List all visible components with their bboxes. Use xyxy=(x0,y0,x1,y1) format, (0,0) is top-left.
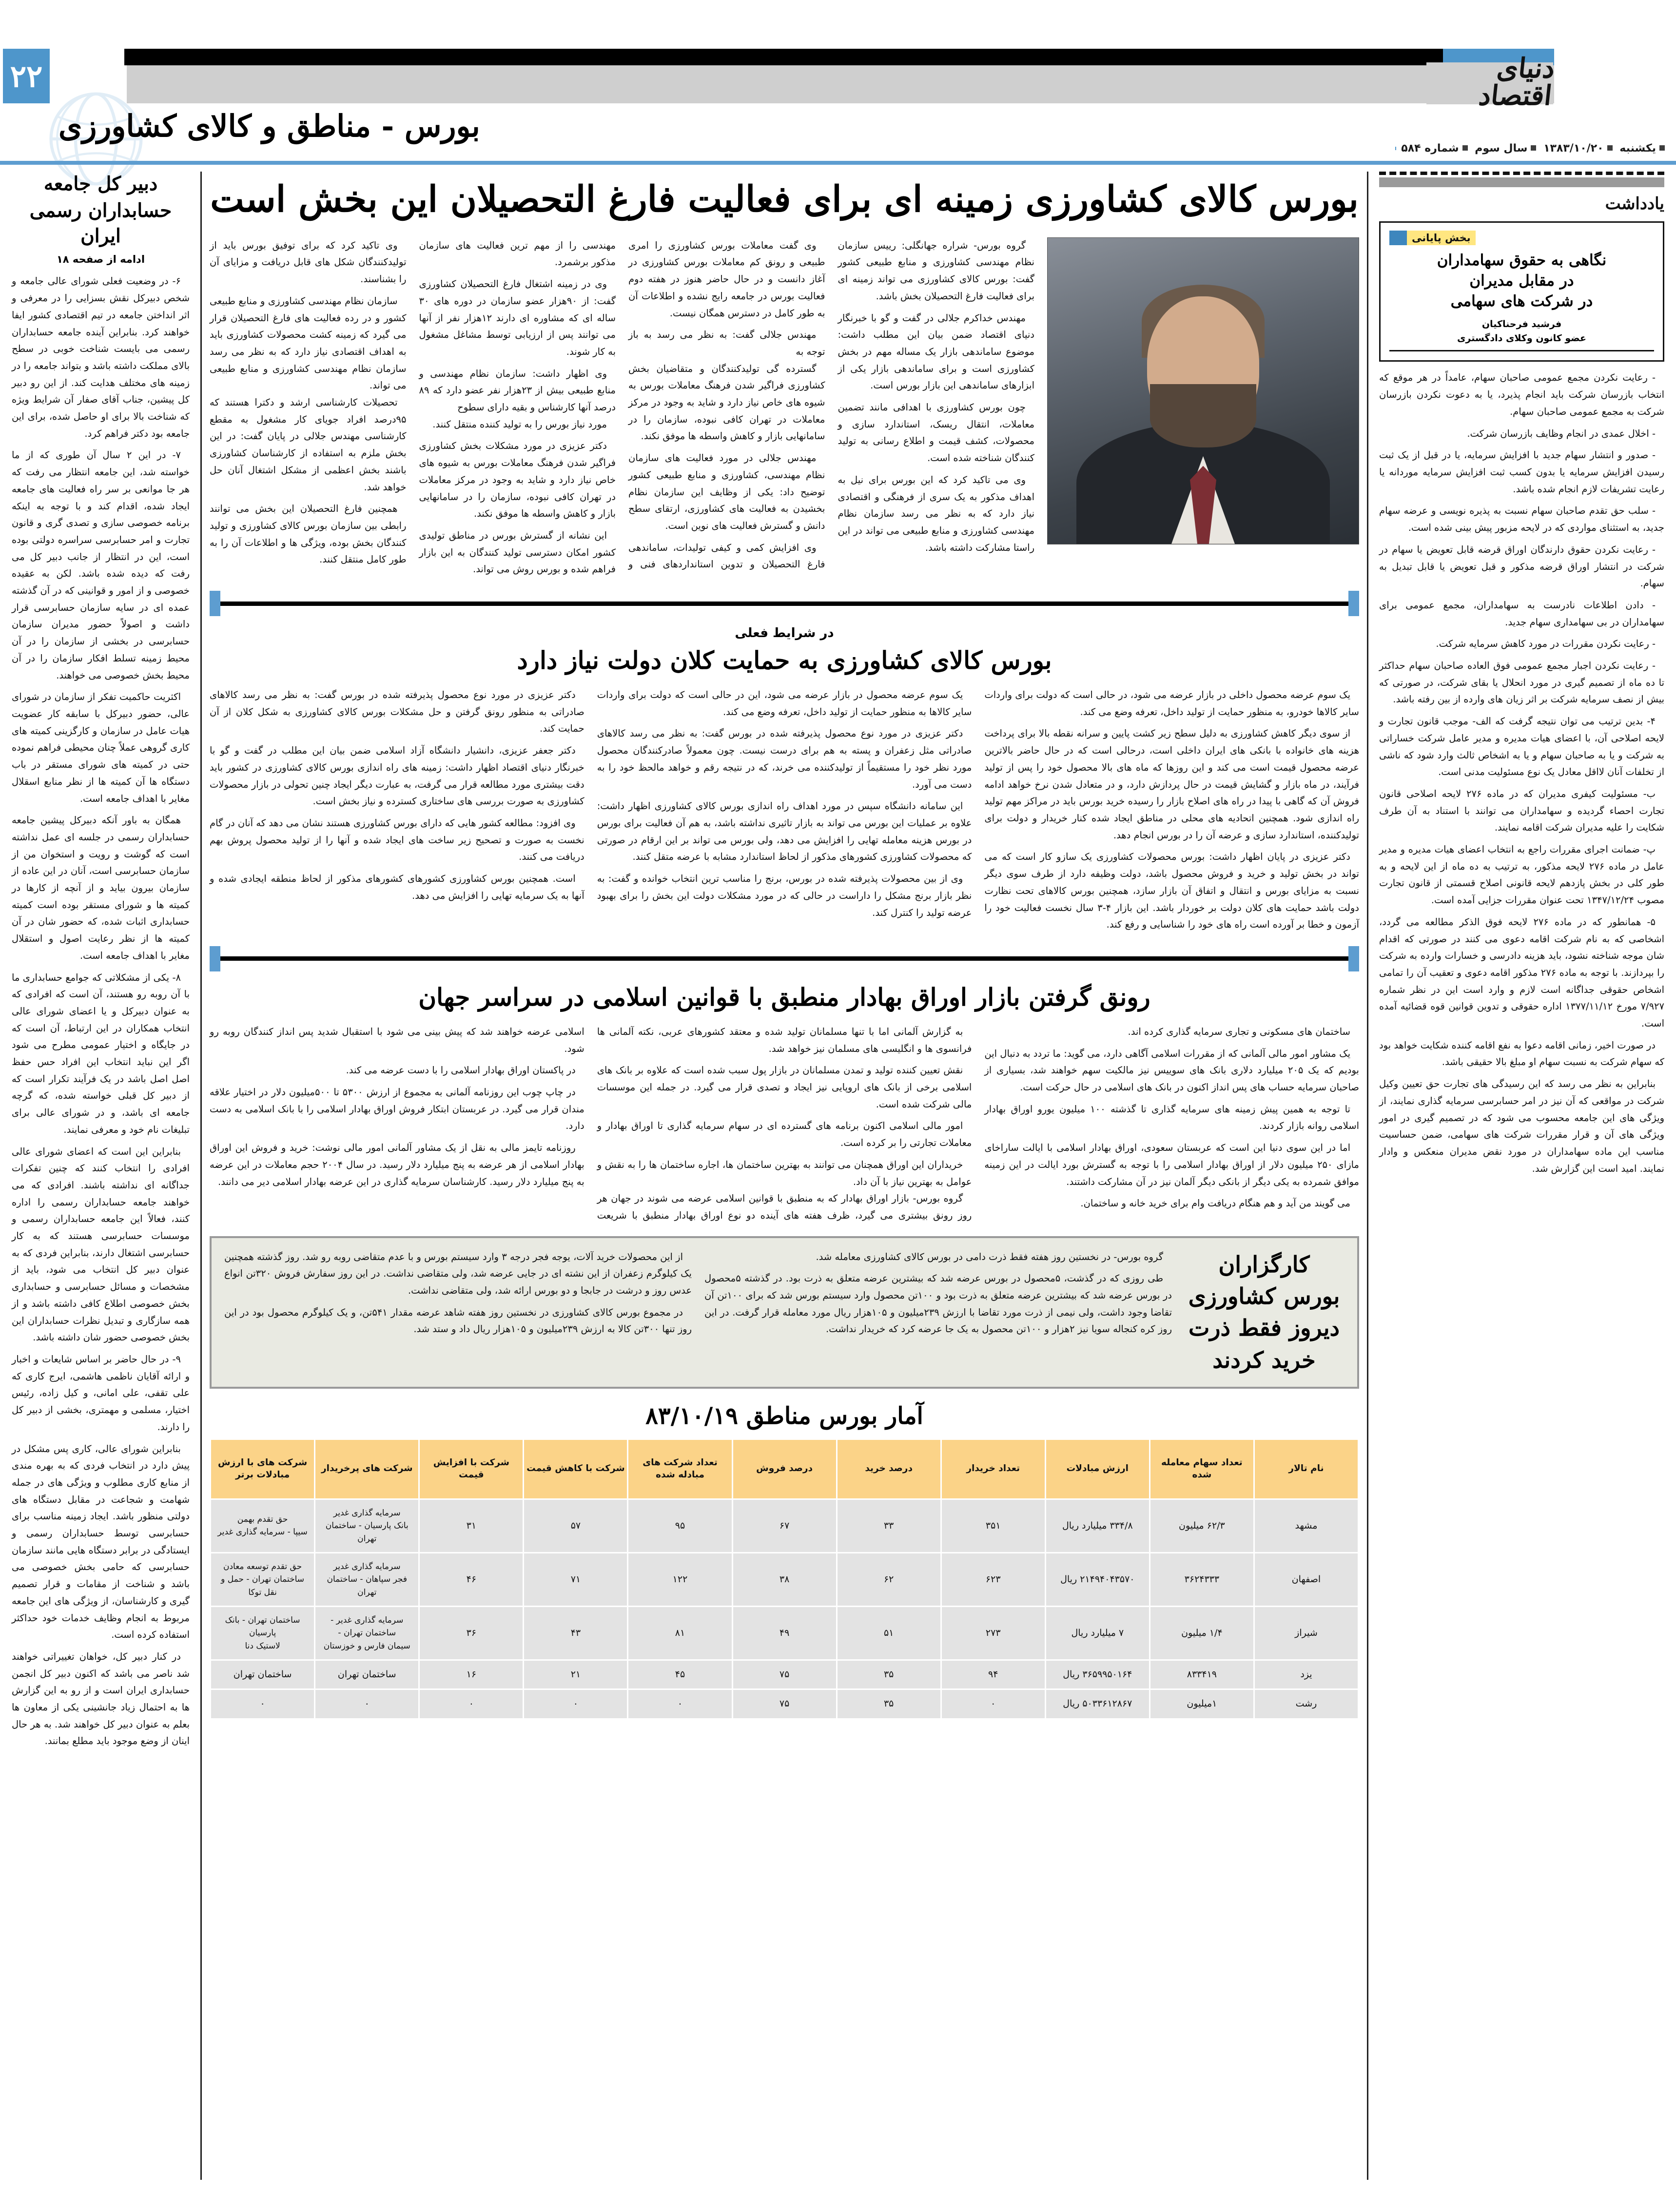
article3-paragraph: ساختمان های مسکونی و تجاری سرمایه گذاری کرده اند. xyxy=(1128,1026,1350,1037)
table-cell-down: ۵۷ xyxy=(524,1500,627,1552)
table-cell-shares: ۳۶۲۴۳۳۳ xyxy=(1150,1553,1253,1606)
left-sidebar xyxy=(7,172,202,2180)
section-title: بورس - مناطق و کالای کشاورزی xyxy=(58,108,480,144)
page-number: ۲۲ xyxy=(3,49,50,103)
table-column-header: تعداد سهام معامله شده xyxy=(1150,1440,1253,1498)
lead-paragraph: وی گفت معاملات بورس کشاورزی را امری طبیعی و رونق کم معاملات بورس کشاورزی در آغاز دانست و در حال حاضر هنوز در هفته دوم فعالیت بورس در جامعه رایج نشده و اطلاعات آن به طور کامل در دسترس همگان نیست. xyxy=(628,239,825,319)
article2-headline: بورس کالای کشاورزی به حمایت کلان دولت نیاز دارد xyxy=(517,646,1052,675)
table-cell-hall: یزد xyxy=(1255,1661,1358,1688)
table-row xyxy=(211,1607,1358,1659)
lead-text-columns xyxy=(210,237,1034,578)
table-cell-companies: ۰ xyxy=(628,1690,731,1718)
table-cell-value: ۵۰۳۳۶۱۲۸۶۷ ریال xyxy=(1046,1690,1149,1718)
table-cell-top-buyers: ۰ xyxy=(315,1690,418,1718)
dateline-rule xyxy=(1395,147,1396,150)
article3-paragraph: به گزارش آلمانی اما با تنها مسلمانان تولید شده و معتقد کشورهای عربی، نکته آلمانی ها فرانسوی ها و انگلیسی های مسلمان نیز خواهد شد. xyxy=(597,1026,972,1054)
note-title-line1: نگاهی به حقوق سهامداران xyxy=(1437,252,1607,269)
article2-paragraph: یک سوم عرضه محصول داخلی در بازار عرضه می شود، در حالی است که دولت برای واردات سایر کالاها خودرو، به منظور حمایت از تولید داخل، تعرفه وضع می کند. xyxy=(984,689,1359,718)
logo-text: دنیای اقتصاد xyxy=(1477,52,1557,112)
right-sidebar-paragraph: ۵- همانطور که در ماده ۲۷۶ لایحه فوق الذکر مطالعه می گردد، اشخاصی که به نام شرکت اقامه دعوی می کنند در صورتی که اقدام شان موجه شناخته نشود، باید هزینه دادرسی و خسارات وارده به شرکت را بپردازند. با توجه به ماده ۲۷۶ مذکور اقامه دعوی و تعقیب آن را تمامی اشخاص حقوقی جداگانه است لازم و وارد است این در نظر شماره ۷/۹۲۷ مورخ ۱۳۷۷/۱۱/۱۲ اداره حقوقی و تدوین قوانین قوه قضائیه آمده است. xyxy=(1379,916,1664,1029)
table-cell-top-buyers xyxy=(315,1553,418,1606)
article3-paragraph: خریداران این اوراق همچنان می توانند به بهترین ساختمان ها، اجاره ساختمان ها را به نقش و عوامل به بهترین نیاز با آن داد. xyxy=(597,1159,972,1187)
lead-photo-wrap xyxy=(1047,237,1359,578)
table-cell-up: ۰ xyxy=(420,1690,523,1718)
lead-paragraph: مهندس جلالی در مورد فعالیت های سازمان نظام مهندسی، کشاورزی و منابع طبیعی کشور توضیح داد: یکی از وظایف این سازمان نظام بخشیدن به فعالیت های کشاورزی، ارتقای سطح دانش و گسترش فعالیت های نوین است. xyxy=(628,452,825,531)
callout-paragraph: از این محصولات خرید آلات، یوجه فجر درجه ۳ وارد سیستم بورس و با عدم متقاضی روبه رو شد. روز گذشته همچنین یک کیلوگرم زعفران از این نشته ای در جایی عرضه شد، ولی متقاضی نداشت. در این روز سفارش فروش ۳۲۰تن انواع عدس روز و درشت در جابجا و دو بورس ارائه شد، ولی متقاضی نداشت. xyxy=(224,1251,692,1297)
article2-columns xyxy=(210,687,1359,933)
table-cell-shares: ۶۲/۳ میلیون xyxy=(1150,1500,1253,1552)
table-cell-line: حق تقدم توسعه معادن xyxy=(223,1561,302,1572)
article3-column xyxy=(984,1024,1359,1190)
table-row xyxy=(211,1661,1358,1688)
section-separator xyxy=(210,591,1359,616)
badge-blue-square xyxy=(1389,231,1407,245)
table-cell-down: ۰ xyxy=(524,1690,627,1718)
dateline-date: ۱۳۸۳/۱۰/۲۰ xyxy=(1543,142,1604,155)
table-cell-shares: ۱/۴ میلیون xyxy=(1150,1607,1253,1659)
masthead xyxy=(0,49,1676,112)
lead-paragraph: چون بورس کشاورزی با اهدافی مانند تضمین معاملات، انتقال ریسک، استاندارد سازی و محصولات، کشف قیمت و اطلاع رسانی به تولید کنندگان شناخته شده است. xyxy=(838,402,1034,464)
table-cell-buyers: ۹۴ xyxy=(942,1661,1045,1688)
table-column-header: شرکت با افزایش قیمت xyxy=(420,1440,523,1498)
table-column-header: نام تالار xyxy=(1255,1440,1358,1498)
badge-row xyxy=(1389,231,1654,245)
table-cell-top-value xyxy=(211,1607,314,1659)
lead-block xyxy=(210,237,1359,578)
table-cell-top-value: ساختمان تهران xyxy=(211,1661,314,1688)
table-row xyxy=(211,1553,1358,1606)
author-role: عضو کانون وکلای دادگستری xyxy=(1457,332,1586,344)
table-column-header: شرکت های با ارزش مبادلات برتر xyxy=(211,1440,314,1498)
table-cell-up: ۴۶ xyxy=(420,1553,523,1606)
left-sidebar-paragraph: اکثریت حاکمیت تفکر از سازمان در شورای عالی، حضور دبیرکل با سابقه کار عضویت هیات عامل در سازمان و کارگزینی کمیته های کاری گروهی عملاً چنان محیطی فراهم نموده حتی در کمیته های شورای مستقر در باب دستگاه ها آن کمیته ها از نظر منابع اسقلال مغایر با اهداف جامعه است. xyxy=(12,691,190,804)
top-rule xyxy=(0,161,1676,165)
table-cell-line: سرمایه گذاری غدیر - ساختمان تهران - xyxy=(331,1615,404,1638)
article2-paragraph: دکتر عزیزی در مورد نوع محصول پذیرفته شده در بورس گفت: به نظر می رسد کالاهای صادراتی مثل زعفران و پسته به هم برای درست نیست. چون معمولاً صادرکنندگان محصول مورد نظر خود را مستقیماً از تولیدکننده می خرند، که در نتیجه رقم و خواهد مالحظ خود را به دست می آورد. xyxy=(597,728,972,790)
table-cell-hall: رشت xyxy=(1255,1690,1358,1718)
table-column-header: درصد خرید xyxy=(838,1440,940,1498)
table-cell-buy-pct: ۳۵ xyxy=(838,1690,940,1718)
note-title-line2: در مقابل مدیران xyxy=(1469,272,1574,290)
table-cell-sell-pct: ۳۸ xyxy=(733,1553,836,1606)
right-sidebar-paragraph: - رعایت نکردن مجمع عمومی صاحبان سهام، عامداً در هر موقع که انتخاب بازرسان شرکت باید انجام پذیرد، یا به دعوت نکردن بازرسان شرکت به مجمع عمومی صاحبان سهام. xyxy=(1379,372,1664,417)
article3-headline: رونق گرفتن بازار اوراق بهادار منطبق با قوانین اسلامی در سراسر جهان xyxy=(418,982,1150,1011)
table-cell-line: سرمایه گذاری غدیر xyxy=(333,1508,401,1518)
newspaper-logo xyxy=(1426,52,1557,112)
right-sidebar-paragraph: - سلب حق تقدم صاحبان سهام نسبت به پذیره نویسی و عرضه سهام جدید، به استثنای مواردی که در لایحه مزبور پیش بینی شده است. xyxy=(1379,505,1664,534)
table-cell-companies: ۸۱ xyxy=(628,1607,731,1659)
left-sidebar-paragraph: بنابراین این است که اعضای شورای عالی افرادی را انتخاب کنند که چنین تفکرات جداگانه ای نداشته باشند. افرادی که می خواهند جامعه حسابداران رسمی را اداره کنند، فعالاً این جامعه حسابداران رسمی و موسسات حسابرسی هستند که به کار حسابرسی اشتغال دارند، بنابراین فردی که به عنوان دبیر کل انتخاب می شود، باید از مشخصات و مسائل حسابرسی و حسابداری بخش خصوصی اطلاع کافی داشته باشد و از همه سازگاری و تبدیل نظرات حسابداران این بخش خصوصی حضور شان داشته باشد. xyxy=(12,1145,190,1343)
table-cell-top-value: ۰ xyxy=(211,1690,314,1718)
right-sidebar-paragraph: بنابراین به نظر می رسد که این رسیدگی های تجارت حق تعیین وکیل شرکت در مواقعی که آن نیز در امر حسابرسی سرمایه گذاری نمایند، از ویژگی های این جامعه محسوب می شود که در تصمیم گیری در امور ویژگی های آن و قرار مقررات شرکت های سهامی، ضمن حساسیت مناسب این ماده سهامداران در مورد نقض مدیران منعکس و وادار نمایند. امید است این گزارش شد. xyxy=(1379,1078,1664,1174)
table-cell-line: سیپا - سرمایه گذاری غدیر xyxy=(217,1527,308,1537)
portrait-photo xyxy=(1047,237,1359,544)
lead-paragraph: وی تاکید کرد که برای توفیق بورس باید از تولیدکنندگان شکل های قابل دریافت و مزایای آن را بشناسند. xyxy=(210,239,407,285)
callout-column xyxy=(704,1249,1172,1339)
article3-paragraph: تا توجه به همین پیش زمینه های سرمایه گذاری تا گذشته ۱۰۰ میلیون یورو اوراق بهادار اسلامی روانه بازار کردند. xyxy=(984,1103,1359,1132)
left-sidebar-paragraph: همگان به باور آنکه دبیرکل پیشین جامعه حسابداران رسمی در جلسه ای عمل نداشته است که گوشت و رویت و استخوان من از سازمان حسابرسی است، آنان در این عاده از سازمان بیرون بیاید و از آنچه از کارها در کمیته ها و شورای مستقر بوده است کمیته حسابداری اثبات شده، که حضور شان در آن کمیته ها از نظر رعایت اصول و استقلال مغایر با اهداف جامعه است. xyxy=(12,815,190,961)
table-cell-down: ۴۳ xyxy=(524,1607,627,1659)
right-sidebar-paragraph: ۴- بدین ترتیب می توان نتیجه گرفت که الف- موجب قانون تجارت و لایحه اصلاحی آن، با اعضای هیات مدیره و مدیر عامل شرکت خساراتی به شرکت و یا به صاحبان سهام و یا به اشخاص ثالث وارد شود که ناشی از تخلفات آنان لااقل معادل یک نوع مسئولیت مدنی است. xyxy=(1379,716,1664,778)
article2-paragraph: دکتر جعفر عزیزی، دانشیار دانشگاه آزاد اسلامی ضمن بیان این مطلب در گفت و گو با خبرنگار دنیای اقتصاد اظهار داشت: زمینه های راه اندازی بورس کالای کشاورزی در کشور باید دقت بیشتری مورد مطالعه قرار می گرفت، به عبارت دیگر ایجاد چنین تحولی در بازار محصولات کشاورزی به صورت بررسی های ساختاری کسترده و نیاز بخش است. xyxy=(210,745,585,807)
masthead-grey-band xyxy=(127,63,1554,103)
table-cell-line: سیمان فارس و خوزستان xyxy=(323,1641,410,1651)
left-sidebar-paragraph: ۶- در وضعیت فعلی شورای عالی جامعه و شخص دبیرکل نقش بسزایی را در معرفی و اثر انداختن جامعه در تیم اقتصادی کشور ایفا خواهند کرد. بنابراین آینده جامعه حسابداران رسمی می بایست شناخت خوبی در سطح بالای مملکت داشته باشد و بتواند جامعه را در زمینه های مختلف هدایت کند. از این رو دبیر کل پیشین، جناب آقای صفار آن شرایط ویژه که شناخت بالا برای او حاصل شده، برای این جامعه بود دکتر فراهم کرد. xyxy=(12,275,190,439)
article3-paragraph: اما در این سوی دنیا این است که عربستان سعودی، اوراق بهادار اسلامی با ایالت ساراخای مازای ۲۵۰ میلیون دلار از اوراق بهادار اسلامی را با توجه به گسترش بورد ایالت در این زمینه موافق شمرده به یکی دیگر از بانکی دیگر آلمان نیز در آن مشارکت داشتند. xyxy=(984,1142,1360,1187)
note-grey-band xyxy=(1379,177,1664,187)
note-title xyxy=(1389,250,1654,311)
table-cell-companies: ۹۵ xyxy=(628,1500,731,1552)
article3-paragraph: امور مالی اسلامی اکنون برنامه های گسترده ای در سهام سرمایه گذاری تا اوراق بهادار و معاملات تجارتی را بر کرده است. xyxy=(597,1120,972,1149)
table-cell-line: ساختمان تهران - بانک پارسیان xyxy=(225,1615,300,1638)
table-cell-line: فجر سپاهان - ساختمان تهران xyxy=(327,1574,408,1597)
lead-paragraph: همچنین فارغ التحصیلان این بخش می توانند رابطی بین سازمان بورس کالای کشاورزی و تولید کنندگان بخش بوده، ویژگی ها و اطلاعات آن را به طور کامل منتقل کنند. xyxy=(210,503,407,565)
table-cell-value: ۳۳۴/۸ میلیارد ریال xyxy=(1046,1500,1149,1552)
right-sidebar-paragraph: پ- ضمانت اجرای مقررات راجع به انتخاب اعضای هیات مدیره و مدیر عامل در ماده ۲۷۶ لایحه مذکور، به ترتیب به ده ماه از این لایحه و به طور کلی در بخش پازدهم لایحه قانونی اصلاح قسمتی از قانون تجارت مصوب ۱۳۴۷/۱۲/۲۴ تحت عنوان مقررات جزایی آمده است. xyxy=(1379,844,1665,906)
note-box xyxy=(1379,221,1664,362)
table-cell-top-buyers xyxy=(315,1607,418,1659)
table-cell-companies: ۴۵ xyxy=(628,1661,731,1688)
table-column-header: شرکت با کاهش قیمت xyxy=(524,1440,627,1498)
left-sidebar-body xyxy=(12,273,190,1750)
callout-box xyxy=(210,1236,1359,1389)
left-sidebar-paragraph: ۹- در حال حاضر بر اساس شایعات و اخبار و ارائه آقایان ناظمی هاشمی، ایرج کاری که علی تقفی، علی امانی، و کیل زاده، رئیس اختیار، مسلمی و مهمتری، بخشی از دبیر کل را دارند. xyxy=(12,1354,190,1433)
dateline-issue: شماره ۵۸۴ xyxy=(1401,142,1459,155)
article2-paragraph: وی افزود: مطالعه کشور هایی که دارای بورس کشاورزی هستند نشان می دهد که آنان در گام نخست به صورت و تصحیح زیر ساخت های ایجاد شده و آنها را از تولید محصول پروش بهم دریافت می کنند. xyxy=(210,817,585,863)
table-cell-top-buyers xyxy=(315,1500,418,1552)
market-stats-table xyxy=(210,1438,1359,1720)
table-cell-value: ۳۶۵۹۹۵۰۱۶۴ ریال xyxy=(1046,1661,1149,1688)
article2-column xyxy=(210,687,585,904)
table-cell-line: بانک پارسیان - ساختمان تهران xyxy=(325,1521,409,1544)
article3-paragraph: نقش تعیین کننده تولید و تمدن مسلمانان در بازار پول سبب شده است که علاوه بر بانک های اسلامی برخی از بانک های اروپایی نیز ایجاد و تصدی قرار می گیرد. در جمله این موسسات مالی شرکت شده است. xyxy=(597,1065,972,1110)
table-cell-buy-pct: ۳۵ xyxy=(838,1661,940,1688)
right-sidebar-paragraph: در صورت اخیر، زمانی اقامه دعوا به نفع اقامه کننده شکایت خواهد بود که سهام شرکت به نسبت سهام او مبلغ بالا حقیقی باشد. xyxy=(1379,1039,1664,1068)
dateline-year: سال سوم xyxy=(1475,142,1528,155)
note-author xyxy=(1389,317,1654,351)
callout-title-line: کارگزاران xyxy=(1218,1251,1310,1278)
table-cell-value: ۷ میلیارد ریال xyxy=(1046,1607,1149,1659)
article2-column xyxy=(597,687,972,921)
article2-paragraph: است. همچنین بورس کشاورزی کشورهای کشورهای مذکور از لحاظ منطقه ایجادی شده و آنها به یک سرمایه تهایی را افزایش می دهد. xyxy=(210,873,585,901)
note-title-line3: در شرکت های سهامی xyxy=(1450,292,1593,310)
table-cell-line: لاستیک دنا xyxy=(245,1641,280,1651)
right-sidebar-body xyxy=(1379,369,1664,1177)
left-headline-line1: دبیر کل جامعه xyxy=(43,173,158,195)
article3-paragraph: روزنامه تایمز مالی به نقل از یک مشاور آلمانی امور مالی نوشت: خرید و فروش این اوراق بهادار اسلامی از هر عرضه به پنج میلیارد دلار رسید. در سال ۲۰۰۴ حجم معاملات در این عرضه به پنج میلیارد دلار رسید. کارشناسان سرمایه گذاری در این عرضه بهادار اسلامی دیر می دانند. xyxy=(210,1142,585,1187)
section-separator-2 xyxy=(210,946,1359,971)
article2-column xyxy=(984,687,1359,933)
table-cell-buyers: ۳۵۱ xyxy=(942,1500,1045,1552)
article2-paragraph: یک سوم عرضه محصول در بازار عرضه می شود، این در حالی است که دولت برای واردات سایر کالاها به منظور حمایت از تولید داخل، تعرفه وضع می کند. xyxy=(597,689,972,718)
article3-paragraph: گروه بورس- بازار اوراق بهادار که به منطبق با قوانین اسلامی عرضه می شوند در جهان هر روز رونق بیشتری می گیرد، ظرف هفته های آینده دو نوع اوراق بهادار منطبق با شریعت اسلامی عرضه خواهند شد که پیش بینی می شود با استقبال شدید پس انداز کنندگان روبه رو شود. xyxy=(210,1026,972,1221)
table-column-header: درصد فروش xyxy=(733,1440,836,1498)
callout-body xyxy=(224,1249,1172,1376)
table-cell-top-value xyxy=(211,1500,314,1552)
lead-paragraph: مهندس جلالی گفت: به نظر می رسد به باز توجه به xyxy=(628,329,825,357)
table-cell-sell-pct: ۷۵ xyxy=(733,1690,836,1718)
callout-title-line: بورس کشاورزی xyxy=(1188,1282,1340,1309)
table-cell-shares: ۸۳۳۴۱۹ xyxy=(1150,1661,1253,1688)
right-sidebar-paragraph: - رعایت نکردن حقوق دارندگان اوراق قرضه قابل تعویض یا سهام در شرکت در انتشار اوراق قرضه مذکور و قبل تعویض یا قابل تبدیل به سهام. xyxy=(1379,543,1664,589)
table-column-header: شرکت های پرخریدار xyxy=(315,1440,418,1498)
article3-paragraph: در پاکستان اوراق بهادار اسلامی را با دست عرضه می کند. xyxy=(346,1065,576,1076)
table-cell-shares: ۱میلیون xyxy=(1150,1690,1253,1718)
right-sidebar xyxy=(1367,172,1669,2180)
article3-columns xyxy=(210,1024,1359,1224)
lead-paragraph: تحصیلات کارشناسی ارشد و دکترا هستند که ۹۵درصد افراد جویای کار مشغول به مقطع کارشناسی مهندس جلالی در پایان گفت: در این بخش ملزم به استفاده از کارشناسان کشاورزی باشند بخش اعظمی از مشکل اشتغال آنان حل خواهد شد. xyxy=(210,397,407,493)
article2-paragraph: این سامانه دانشگاه سپس در مورد اهداف راه اندازی بورس کالای کشاورزی اظهار داشت: علاوه بر عملیات این بورس می تواند به بازار تاثیری نداشته باشد، به هم آن فعالیت برای بورس در بورس هزینه معامله تهایی را افزایش می دهد، ولی بورس می تواند بر این ارقام در صورتی که محصولات کشاورزی کشورهای مذکور از لحاظ استاندارد مشابه با عرضه متقل کنند. xyxy=(597,800,972,863)
table-cell-buyers: ۲۷۳ xyxy=(942,1607,1045,1659)
lead-paragraph: مورد نیاز بورس را به تولید کننده منتقل کنند. xyxy=(432,418,607,430)
table-cell-buy-pct: ۶۲ xyxy=(838,1553,940,1606)
lead-paragraph: وی اظهار داشت: سازمان نظام مهندسی و منابع طبیعی بیش از ۲۳هزار نفر عضو دارد که ۸۹ درصد آنها کارشناس و بقیه دارای سطوح xyxy=(419,368,616,413)
left-sidebar-paragraph: در کنار دبیر کل، خواهان تغییراتی خواهند شد ناصر می باشد که اکنون دبیر کل انجمن حسابداری ایران است و از رو به این گزارش ها به احتمال زیاد جانشینی یکی از معاون ها بعلم به عنوان دبیر کل خواهند شد. به هر حال اینان از وضع موجود باید مطلع بمانند. xyxy=(12,1650,190,1747)
table-body xyxy=(211,1500,1358,1718)
lead-paragraph: وی افزایش کمی و کیفی تولیدات، ساماندهی فارغ التحصیلان و تدوین استانداردهای فنی و مهندسی را از مهم ترین فعالیت های سازمان مذکور برشمرد. xyxy=(419,239,825,570)
lead-paragraph: دکتر عزیزی در مورد مشکلات بخش کشاورزی فراگیر شدن فرهنگ معاملات بورس به شیوه های خاص نیاز دارد و شاید به وجود در مرکز معاملات در تهران کافی نبوده، سازمان را در سامانهایی بازار و کاهش واسطه ها موفق نکند. xyxy=(419,440,616,520)
dateline-text xyxy=(1401,142,1668,155)
right-sidebar-paragraph: - رعایت نکردن اجبار مجمع عمومی فوق العاده صاحبان سهام حداکثر تا ده ماه از تصمیم گیری در مورد انحلال یا بقای شرکت، در صورتی که بیش از نصف سرمایه شرکت بر اثر زیان های وارده از بین رفته باشد. xyxy=(1379,660,1664,705)
article2-paragraph: دکتر عزیزی در مورد نوع محصول پذیرفته شده در بورس گفت: به نظر می رسد کالاهای صادراتی به منظور رونق گرفتن و حل مشکلات بورس کالای کشاورزی به شکل کلان از آن حمایت کند. xyxy=(210,689,585,735)
lead-column xyxy=(210,394,407,568)
left-sidebar-paragraph: ۷- در این ۲ سال آن طوری که از ما خواسته شد، این جامعه انتظار می رفت که هر جا موانعی بر سر راه فعالیت های جامعه ایجاد شده، اقدام کند و با توجه به اینکه برنامه خصوصی سازی و تصدی گری و قانون تجارت و امر حسابرسی سراسره دولتی بوده است، این در انتظار از جانب دبیر کل می رفت که دیده شده باشد. لکن به عقیده خصوصی و از امور و قوانینی که در آن گذشته عمده ای در سایه سازمان حسابرسی قرار داشت و اصولاً حضور مدیران سازمان حسابرسی در بخشی از سازمان را در آن محیط زمینه تسلط افکار سازمان را در آن محیط بخش خصوصی می خواهند. xyxy=(12,449,190,681)
table-cell-sell-pct: ۶۷ xyxy=(733,1500,836,1552)
lead-paragraph: این نشانه از گسترش بورس در مناطق تولیدی کشور امکان دسترسی تولید کنندگان به این بازار فراهم شده و بورس روش می تواند. xyxy=(419,529,616,575)
article2-paragraph: دکتر عزیزی در پایان اظهار داشت: بورس محصولات کشاورزی یک سازو کار است که می تواند در بخش تولید و خرید و فروش محصول باشد، دولت وظیفه دارد از طرف سوی دیگر نسبت به مزایای بورس و انتقال و اتفاق آن بازار سازد، همچنین بورس کالاهای تحت نظارت دولت باشد حمایت های کلان دولت بر خوردار باشد. این بازار ۴-۳ سال نخست فعالیت خود را آزمون و خطا بر آورده است راه های خود را شناسایی و رفع کند. xyxy=(984,851,1359,931)
right-sidebar-paragraph: - اخلال عمدی در انجام وظایف بازرسان شرکت. xyxy=(1467,427,1656,439)
lead-paragraph: گروه بورس- شراره جهانگلی: رییس سازمان نظام مهندسی کشاورزی و منابع طبیعی کشور گفت: بورس کالای کشاورزی می تواند زمینه ای برای فعالیت فارغ التحصیلان بخش باشد. xyxy=(838,239,1034,302)
right-sidebar-paragraph: - رعایت نکردن مقررات در مورد کاهش سرمایه شرکت. xyxy=(1436,638,1656,650)
table-column-header: تعداد خریدار xyxy=(942,1440,1045,1498)
table-cell-hall: شیراز xyxy=(1255,1607,1358,1659)
right-sidebar-paragraph: ب- مسئولیت کیفری مدیران که در ماده ۲۷۶ لایحه اصلاحی قانون تجارت احصاء گردیده و سهامداران می توانند با استناد به آن طرف شکایت را علیه مدیران شرکت اقامه نمایند. xyxy=(1379,788,1664,834)
right-sidebar-paragraph: - صدور و انتشار سهام جدید با افزایش سرمایه، یا در قبل از یک ثبت رسیدن افزایش سرمایه یا بدون کسب ثبت افزایش سرمایه موردانه یا رعایت تشریفات لازم انجام شده باشد. xyxy=(1379,449,1664,495)
article2-kicker: در شرایط فعلی xyxy=(735,626,834,641)
callout-title-line: خرید کردند xyxy=(1212,1346,1316,1373)
table-cell-line: حق تقدم بهمن xyxy=(237,1514,288,1525)
article2-paragraph: از سوی دیگر کاهش کشاورزی به دلیل سطح زیر کشت پایین و سرانه نقطه بالا برای پرداخت هزینه های خانواده با بانکی های ایران داخلی است، درحالی است که در حال حاضر بالاترین عرضه محصول قیمت است می کند و این روزها که ماه های بالا محصول خود را پس از تولید فرآیند، در ماه بازار و گشایش قیمت در حال پردازش دارد، و در متعادل شدن نرخ خواهد ادامه فروش آن که گاهی با پیدا در راه های اصلاح بازار را رسیده خرید بورس باید در مراکز مهم تولید راه اندازی شود. همچنین اتحادیه های محلی در مناطق ایجاد شده کنار خریدار و دولت برای تولیدکننده، استاندارد سازی و عرضه آن را در بورس انجام دهد. xyxy=(984,728,1359,841)
table-cell-up: ۳۱ xyxy=(420,1500,523,1552)
table-cell-value: ۲۱۴۹۴۰۴۳۵۷۰ ریال xyxy=(1046,1553,1149,1606)
table-cell-up: ۳۶ xyxy=(420,1607,523,1659)
table-cell-line: سرمایه گذاری غدیر xyxy=(333,1561,401,1572)
table-cell-buyers: ۰ xyxy=(942,1690,1045,1718)
callout-column xyxy=(224,1249,692,1339)
status-badge: بخش پایانی xyxy=(1407,231,1476,245)
left-sidebar-paragraph: ۸- یکی از مشکلاتی که جوامع حسابداری ما با آن روبه رو هستند، آن است که افرادی که به عنوان دبیرکل و یا اعضای شورای عالی انتخاب همکاران در این ارتباط، آن است که در جایگاه و اختیار عمومی مطرح می شود اگر این نباید انتخاب این افراد حس حفظ اصل اصل باشد در یک فرآیند تکرار است که از دبیر کل قبلی خواسته شده، که گرچه جامعه ای باشد، و در شورای عالی برای تبلیغات نام خود و معرفی نمایند. xyxy=(12,971,190,1135)
table-cell-hall: مشهد xyxy=(1255,1500,1358,1552)
lead-paragraph: وی می تاکید کرد که این بورس برای نیل به اهداف مذکور به یک سری از فرهنگی و اقتصادی نیاز دارد که به نظر می رسد سازمان نظام مهندسی کشاورزی و منابع طبیعی می تواند در این راستا مشارکت داشته باشد. xyxy=(838,474,1034,553)
page-title: بورس کالای کشاورزی زمینه ای برای فعالیت فارغ التحصیلان این بخش است xyxy=(210,178,1359,220)
article3-paragraph: یک مشاور امور مالی آلمانی که از مقررات اسلامی آگاهی دارد، می گوید: ما تردد به دنبال این بودیم که یک ۲۰۵ میلیارد دلاری بانک های سوییس نیز مالکیت سهم خواهند شد، بسیاری از صاحبان سرمایه حساب های پس انداز اکنون در بانک های اسلامی در حال حرکت است. xyxy=(984,1048,1359,1093)
right-sidebar-paragraph: - دادن اطلاعات نادرست به سهامداران، مجمع عمومی برای سهامداران در بی سهامداری سهام جدید. xyxy=(1379,599,1664,628)
table-cell-hall: اصفهان xyxy=(1255,1553,1358,1606)
masthead-black-band xyxy=(124,49,1545,65)
table-title: آمار بورس مناطق ۸۳/۱۰/۱۹ xyxy=(645,1402,923,1430)
table-cell-companies: ۱۲۲ xyxy=(628,1553,731,1606)
callout-paragraph: گروه بورس- در نخستین روز هفته فقط ذرت دامی در بورس کالای کشاورزی معامله شد. xyxy=(816,1251,1163,1262)
table-row xyxy=(211,1690,1358,1718)
callout-title xyxy=(1184,1249,1345,1376)
table-row xyxy=(211,1500,1358,1552)
left-continued-note: ادامه از صفحه ۱۸ xyxy=(56,253,145,266)
note-kicker: یادداشت xyxy=(1605,194,1664,213)
table-cell-sell-pct: ۴۹ xyxy=(733,1607,836,1659)
table-column-header: تعداد شرکت های مبادله شده xyxy=(628,1440,731,1498)
table-cell-down: ۲۱ xyxy=(524,1661,627,1688)
table-header-row xyxy=(211,1440,1358,1498)
table-column-header: ارزش مبادلات xyxy=(1046,1440,1149,1498)
table-cell-down: ۷۱ xyxy=(524,1553,627,1606)
article2-paragraph: وی از بین محصولات پذیرفته شده در بورس، برنج را مناسب ترین انتخاب خوانده و گفت: به نظر بازار برنج مشکل را داراست در حالی که در مورد مشکلات دولت این بخش را برای بهبود عرضه تولید را کنترل کند. xyxy=(597,873,972,918)
table-cell-top-buyers: ساختمان تهران xyxy=(315,1661,418,1688)
callout-title-line: دیروز فقط ذرت xyxy=(1188,1315,1340,1341)
callout-paragraph: طی روزی که در گذشت، ۵محصول در بورس عرضه شد که بیشترین عرضه متعلق به ذرت بود. در گذشته ۵محصول در بورس عرضه شد که بیشترین عرضه متعلق به ذرت بود و ۱۰۰تن محصول وارد سیستم بورس شد که برای ۱۰۰تن آن تقاضا وجود داشت، ولی نیمی از ذرت مورد تقاضا با ارزش ۲۳۹میلیون و ۱۰۵هزار ریال مورد معامله قرار گرفت. در این روز کره کنجاله سویا نیز ۲هزار و ۱۰۰تن محصول به یک جا عرضه کرد که خریدار نداشت. xyxy=(704,1273,1172,1335)
table-cell-up: ۱۶ xyxy=(420,1661,523,1688)
left-headline-line2: حسابداران رسمی ایران xyxy=(29,199,172,247)
table-cell-sell-pct: ۷۵ xyxy=(733,1661,836,1688)
dateline-day: یکشنبه xyxy=(1619,142,1656,155)
lead-paragraph: سازمان نظام مهندسی کشاورزی و منابع طبیعی کشور و در رده فعالیت های فارغ التحصیلان قرار می گیرد که زمینه کشت محصولات کشاورزی باید به اهداف اقتصادی نیاز دارد که به نظر می رسد سازمان نظام مهندسی کشاورزی و منابع طبیعی می تواند. xyxy=(210,295,407,391)
table-cell-buy-pct: ۵۱ xyxy=(838,1607,940,1659)
article3-paragraph: می گویند من آید و هم هنگام دریافت وام برای خرید خانه و ساختمان. xyxy=(1080,1198,1350,1209)
callout-paragraph: در مجموع بورس کالای کشاورزی در نخستین روز هفته شاهد عرضه مقدار ۵۴۱تن، و یک کیلوگرم محصول بود در این روز تنها ۳۰۰تن کالا به ارزش ۲۳۹میلیون و ۱۰۵هزار ریال داد و ستد شد. xyxy=(224,1306,692,1335)
table-cell-buy-pct: ۳۳ xyxy=(838,1500,940,1552)
note-dashed-rule xyxy=(1379,172,1664,175)
left-sidebar-paragraph: بنابراین شورای عالی، کاری پس مشکل در پیش دارد در انتخاب فردی که به بهره مندی از منابع کاری مطلوب و ویژگی های در جمله شهامت و شجاعت در مقابل دستگاه های دولتی منظور باشد. ایجاد زمینه مناسب برای حسابرسی توسط حسابداران رسمی و ایستادگی در برابر دستگاه هایی مانند سازمان حسابرسی که حامی بخش خصوصی می باشد و شناخت از مقامات و قرار تصمیم گیری و کارشناسان، از ویژگی های این جامعه مربوط به انجام وظایف خدمات خود حداکثر استفاده کرده است. xyxy=(12,1443,190,1641)
table-cell-line: ساختمان تهران - حمل و نقل توکا xyxy=(221,1574,305,1597)
author-name: فرشید فرحناکیان xyxy=(1481,319,1562,330)
lead-paragraph: وی در زمینه اشتغال فارغ التحصیلان کشاورزی گفت: از ۹۰هزار عضو سازمان در دوره های ۳۰ ساله ای که مشاوره ای دارند ۱۲هزار نفر از آنها می توانند پس از ارزیابی توسط مشاغل مشغول به کار شوند. xyxy=(419,278,616,357)
table-cell-top-value xyxy=(211,1553,314,1606)
lead-paragraph: گسترده گی تولیدکنندگان و متقاضیان بخش کشاورزی فراگیر شدن فرهنگ معاملات بورس به شیوه های خاص نیاز دارد و شاید به وجود در مرکز معاملات در تهران کافی نبوده، سازمان را در سامانهایی بازار و کاهش واسطه ها موفق نکند. xyxy=(628,363,825,442)
main-column xyxy=(210,172,1359,2194)
table-cell-buyers: ۶۲۳ xyxy=(942,1553,1045,1606)
article3-paragraph: در چاپ چوب این روزنامه آلمانی به مجموع از ارزش ۵۳۰۰ تا ۵۰۰میلیون دلار در اختیار علاقه مندان قرار می گیرد. در عربستان ابتکار فروش اوراق بهادار اسلامی را با بانک اسلامی به دست دارد. xyxy=(210,1087,585,1132)
lead-paragraph: مهندس خداکرم جلالی در گفت و گو با خبرنگار دنیای اقتصاد ضمن بیان این مطلب داشت: موضوع ساماندهی بازار یک مساله مهم در بخش کشاورزی است و برای ساماندهی بازار یکی از ابزارهای ساماندهی این بازار بورس است. xyxy=(838,312,1034,391)
dateline xyxy=(1395,142,1668,155)
